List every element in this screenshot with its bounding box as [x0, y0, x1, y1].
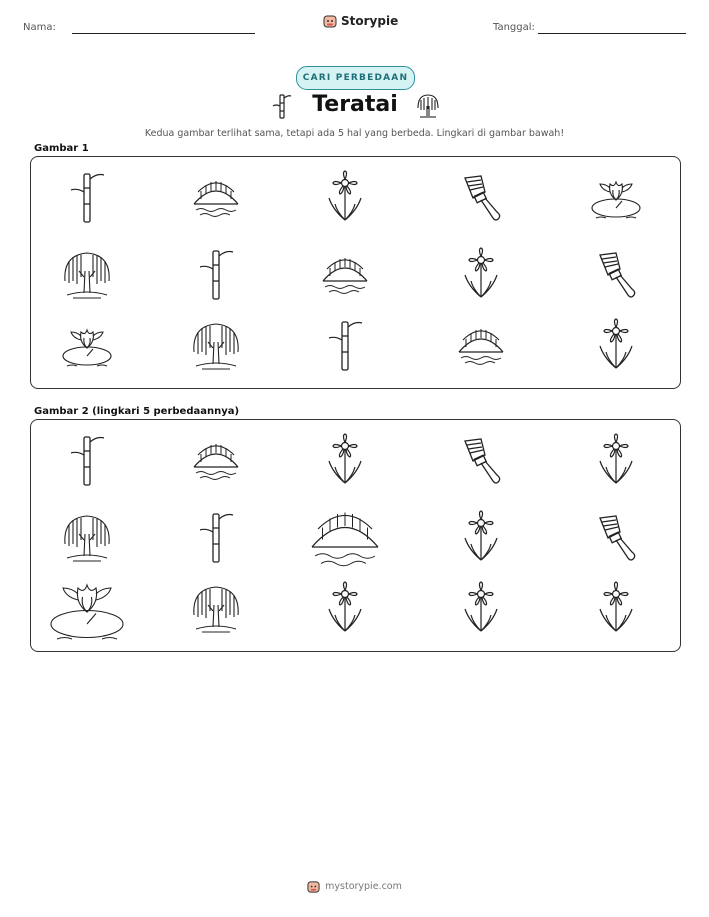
bridge-icon [186, 170, 246, 226]
brand-name: Storypie [341, 14, 399, 28]
name-field-line[interactable] [72, 33, 255, 34]
storypie-mascot-icon [323, 14, 337, 28]
lotus-icon [57, 318, 117, 374]
title-willow-icon [414, 92, 442, 120]
bamboo-icon[interactable] [186, 510, 246, 566]
paintbrush-icon[interactable] [451, 433, 511, 489]
picture-panel-1 [30, 156, 681, 389]
lotus-icon [586, 170, 646, 226]
lotus-icon[interactable] [42, 567, 132, 651]
activity-badge: CARI PERBEDAAN [296, 66, 415, 90]
brand-logo [323, 14, 398, 28]
panel1-label: Gambar 1 [34, 143, 89, 154]
paintbrush-icon [451, 170, 511, 226]
bamboo-icon [315, 318, 375, 374]
daffodil-icon[interactable] [586, 581, 646, 637]
paintbrush-icon [586, 247, 646, 303]
daffodil-icon[interactable] [315, 433, 375, 489]
panel2-label: Gambar 2 (lingkari 5 perbedaannya) [34, 406, 240, 417]
title-bamboo-icon [272, 92, 292, 120]
bamboo-icon [186, 247, 246, 303]
daffodil-icon[interactable] [451, 581, 511, 637]
date-label: Tanggal: [493, 22, 535, 33]
daffodil-icon[interactable] [315, 581, 375, 637]
bamboo-icon [57, 170, 117, 226]
date-field-line[interactable] [538, 33, 686, 34]
paintbrush-icon[interactable] [586, 510, 646, 566]
bridge-icon [451, 318, 511, 374]
instructions: Kedua gambar terlihat sama, tetapi ada 5 hal yang berbeda. Lingkari di gambar bawah! [144, 128, 565, 139]
footer [0, 880, 709, 893]
willow-tree-icon[interactable] [57, 510, 117, 566]
name-label: Nama: [23, 22, 56, 33]
willow-tree-icon[interactable] [186, 581, 246, 637]
daffodil-icon [586, 318, 646, 374]
daffodil-icon [315, 170, 375, 226]
bridge-icon[interactable] [186, 433, 246, 489]
daffodil-icon [451, 247, 511, 303]
footer-site[interactable]: mystorypie.com [325, 881, 402, 892]
storypie-mascot-icon [307, 880, 320, 893]
bamboo-icon[interactable] [57, 433, 117, 489]
picture-panel-2[interactable] [30, 419, 681, 652]
bridge-icon[interactable] [300, 496, 390, 580]
daffodil-icon[interactable] [586, 433, 646, 489]
willow-tree-icon [57, 247, 117, 303]
page-title: Teratai [312, 92, 398, 117]
daffodil-icon[interactable] [451, 510, 511, 566]
bridge-icon [315, 247, 375, 303]
willow-tree-icon [186, 318, 246, 374]
